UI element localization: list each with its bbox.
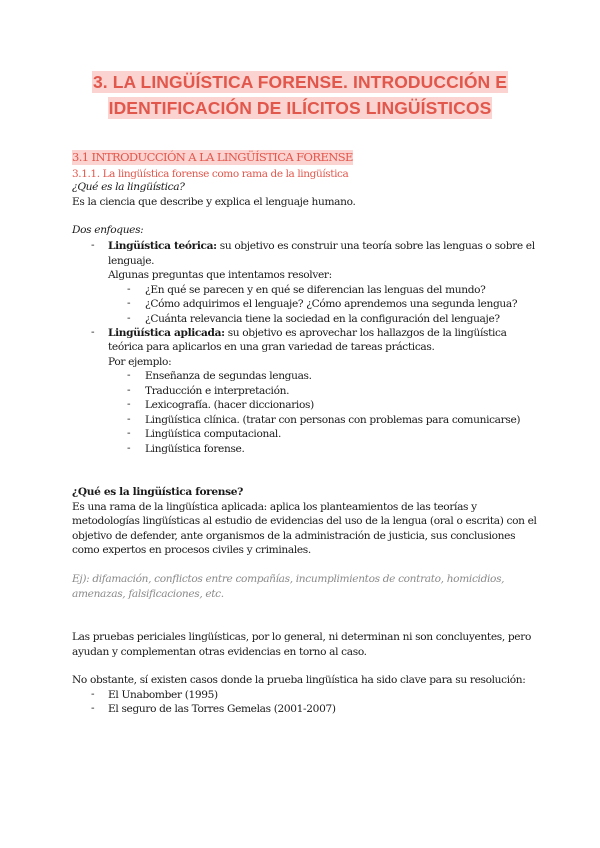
case-item: El Unabomber (1995) — [108, 689, 218, 701]
example-item: Lexicografía. (hacer diccionarios) — [145, 399, 314, 411]
case-item: El seguro de las Torres Gemelas (2001-2007) — [108, 703, 336, 715]
example-item: Lingüística computacional. — [145, 428, 281, 440]
question-forensic: ¿Qué es la lingüística forense? — [72, 486, 244, 498]
page-title — [60, 71, 540, 123]
subsection-heading: 3.1.1. La lingüística forense como rama de la lingüística — [72, 168, 349, 180]
bullet-dash: - — [127, 442, 131, 454]
answer-forensic-line: Es una rama de la lingüística aplicada: aplica los planteamientos de las teorías y — [72, 501, 477, 513]
bullet-dash: - — [127, 283, 131, 295]
approach-applied-text-cont: teórica para aplicarlos en una gran variedad de tareas prácticas. — [108, 341, 435, 353]
approach-applied-text: su objetivo es aprovechar los hallazgos de la lingüística — [224, 327, 507, 339]
questions-label: Algunas preguntas que intentamos resolver: — [108, 269, 332, 281]
section-heading: 3.1 INTRODUCCIÓN A LA LINGÜÍSTICA FORENSE — [72, 150, 353, 164]
answer-forensic-line: metodologías lingüísticas al estudio de evidencias del uso de la lengua (oral o escrita) con el — [72, 515, 537, 527]
approach-applied-term: Lingüística aplicada: — [108, 327, 225, 339]
answer-forensic-line: objetivo de defender, ante organismos de la administración de justicia, sus conclusiones — [72, 530, 516, 542]
bullet-dash: - — [91, 326, 95, 338]
question-linguistics: ¿Qué es la lingüística? — [72, 181, 185, 193]
bullet-dash: - — [91, 239, 95, 251]
question-item: ¿Cuánta relevancia tiene la sociedad en la configuración del lenguaje? — [145, 313, 500, 325]
answer-linguistics: Es la ciencia que describe y explica el lenguaje humano. — [72, 196, 356, 208]
bullet-dash: - — [127, 384, 131, 396]
question-item: ¿Cómo adquirimos el lenguaje? ¿Cómo aprendemos una segunda lengua? — [145, 298, 518, 310]
examples-label: Por ejemplo: — [108, 356, 172, 368]
example-item: Traducción e interpretación. — [145, 385, 290, 397]
approach-theoretical-text: su objetivo es construir una teoría sobre las lenguas o sobre el — [216, 240, 535, 252]
bullet-dash: - — [127, 398, 131, 410]
approaches-label: Dos enfoques: — [72, 224, 144, 236]
evidence-line: Las pruebas periciales lingüísticas, por lo general, ni determinan ni son concluyentes, pero — [72, 631, 531, 643]
bullet-dash: - — [91, 688, 95, 700]
bullet-dash: - — [91, 702, 95, 714]
bullet-dash: - — [127, 297, 131, 309]
bullet-dash: - — [127, 369, 131, 381]
example-item: Lingüística forense. — [145, 443, 245, 455]
approach-theoretical — [108, 239, 535, 255]
answer-forensic-line: como expertos en procesos civiles y criminales. — [72, 544, 311, 556]
cases-intro: No obstante, sí existen casos donde la prueba lingüística ha sido clave para su resolución: — [72, 674, 526, 686]
example-item: Lingüística clínica. (tratar con personas con problemas para comunicarse) — [145, 414, 521, 426]
bullet-dash: - — [127, 427, 131, 439]
title-line-1: 3. LA LINGÜÍSTICA FORENSE. INTRODUCCIÓN E — [92, 72, 508, 92]
bullet-dash: - — [127, 312, 131, 324]
approach-theoretical-term: Lingüística teórica: — [108, 240, 217, 252]
approach-theoretical-text-cont: lenguaje. — [108, 255, 155, 267]
examples-cases-line: amenazas, falsificaciones, etc. — [72, 588, 224, 600]
question-item: ¿En qué se parecen y en qué se diferencian las lenguas del mundo? — [145, 284, 486, 296]
bullet-dash: - — [127, 413, 131, 425]
example-item: Enseñanza de segundas lenguas. — [145, 370, 312, 382]
examples-cases-line: Ej): difamación, conflictos entre compañías, incumplimientos de contrato, homicidios, — [72, 573, 505, 585]
evidence-line: ayudan y complementan otras evidencias en torno al caso. — [72, 646, 367, 658]
title-line-2: IDENTIFICACIÓN DE ILÍCITOS LINGÜÍSTICOS — [108, 98, 492, 118]
